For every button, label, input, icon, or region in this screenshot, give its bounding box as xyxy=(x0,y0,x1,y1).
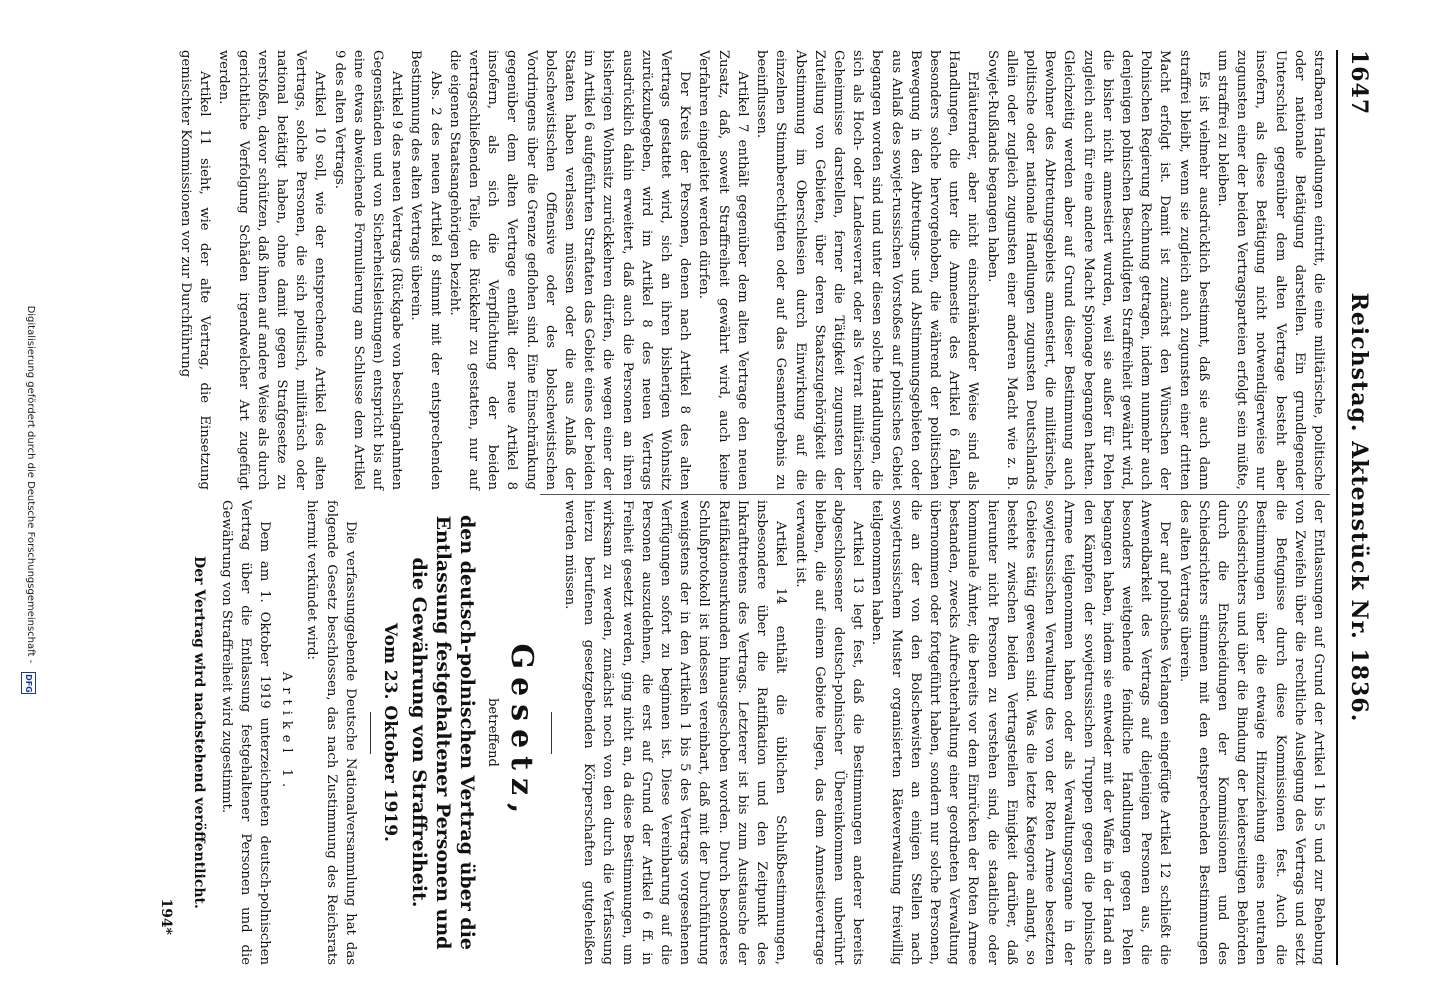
right-paragraph-3: Artikel 13 legt fest, daß die Bestimmungen anderer bereits abgeschlossener deutsch-polnischer Übereinkommen unberührt bleiben, die auf einem Gebiete liegen, das dem Amnestievertrage verwandt ist. xyxy=(792,500,866,965)
artikel-text: Dem am 1. Oktober 1919 unterzeichneten deutsch-polnischen Vertrag über die Entlassung festgehaltener Personen und die Gewährung von Straffreiheit wird zugestimmt. xyxy=(218,500,273,965)
right-paragraph-4: Artikel 14 enthält die üblichen Schlußbestimmungen, insbesondere über die Ratifikation und den Zeitpunkt des Inkrafttretens des Vertrags. Letzterer ist bis zum Austausche der Ratifikationsurkunden hinausgeschoben worden. Durch besonderes Schlußprotokoll ist indessen vereinbart, daß mit der Durchführung wenigstens der in den Artikeln 1 bis 5 des Vertrags vorgesehenen Verfügungen sofort zu beginnen ist. Diese Vereinbarung auf die Personen auszudehnen, die erst auf Grund der Artikel 6 ff. in Freiheit gesetzt werden, ging nicht an, da diese Bestimmungen, um wirksam zu werden, zunächst noch von den durch die Verfassung hierzu berufenen gesetzgebenden Körperschaften gutgeheißen werden müssen. xyxy=(562,500,789,965)
publication-note: Der Vertrag wird nachstehend veröffentlicht. xyxy=(190,556,207,909)
law-heading: den deutsch-polnischen Vertrag über die Entlassung festgehaltener Personen und die Gewährung von Straffreiheit. xyxy=(407,514,478,951)
left-paragraph-6: Abs. 2 des neuen Artikel 8 stimmt mit der entsprechenden Bestimmung des alten Vertrags überein. xyxy=(408,50,443,490)
left-paragraph-3: Erläuternder, aber nicht einschränkender Weise sind als Handlungen, die unter die Amnestie des Artikel 6 fallen, besonders solche hervorgehoben, die während der politischen Bewegung in den Abtretungs- und Abstimmungsgebieten oder aus Anlaß des sowjet-russischen Vorstoßes auf polnisches Gebiet begangen worden sind und unter diesen solche Handlungen, die sich als Hoch- oder Landesverrat oder als Verrat militärischer Geheimnisse darstellen, ferner die Tätigkeit zugunsten der Zuteilung von Gebieten, über deren Staatszugehörigkeit die Abstimmung im Oberschlesien durch Einwirkung auf die einzelnen Stimmberechtigten oder auf das Gesamtergebnis zu beeinflussen. xyxy=(754,50,981,490)
header-rule xyxy=(1336,50,1338,965)
dfg-logo-icon: DFG xyxy=(21,672,36,694)
left-paragraph-1: strafbaren Handlungen eintritt, die eine militärische, politische oder nationale Betätigung darstellen. Ein grundlegender Unterschied gegenüber dem alten Vertrage besteht aber insofern, als diese Betätigung nicht notwendigerweise nur zugunsten einer der beiden Vertragsparteien erfolgt sein müßte, um straffrei zu bleiben. xyxy=(1214,50,1326,490)
right-paragraph-2: Der auf polnisches Verlangen eingefügte Artikel 12 schließt die Anwendbarkeit des Vertrags auf diejenigen Personen aus, die besonders weitgehende feindliche Handlungen gegen Polen begangen haben, indem sie entweder mit der Waffe in der Hand an den Kämpfen der sowjetrussischen Truppen gegen die polnische Armee teilgenommen haben oder als Verwaltungsorgane in der sowjetrussischen Verwaltung des von der Roten Armee besetzten Gebietes tätig gewesen sind. Was die letzte Kategorie anlangt, so besteht zwischen beiden Vertragsteilen Einigkeit darüber, daß hierunter nicht Personen zu verstehen sind, die staatliche oder kommunale Ämter, die bereits vor dem Einrücken der Roten Armee bestanden, zwecks Aufrechterhaltung einer geordneten Verwaltung übernommen oder fortgeführt haben, sondern nur solche Personen, die an der von den Bolschewisten an einigen Stellen nach sowjetrussischem Muster organisierten Räteverwaltung freiwillig teilgenommen haben. xyxy=(869,500,1173,965)
signature-mark: 194* xyxy=(157,898,174,935)
left-paragraph-7: Artikel 9 des neuen Vertrags (Rückgabe von beschlagnahmten Gegenständen und von Sicherheitsleistungen) entspricht bis auf eine etwas abweichende Formulierung am Schlusse dem Artikel 9 des alten Vertrags. xyxy=(331,50,405,490)
column-divider xyxy=(540,494,1330,495)
artikel-label: Artikel 1. xyxy=(279,671,295,794)
law-date: Vom 23. Oktober 1919. xyxy=(379,623,400,842)
left-paragraph-5: Der Kreis der Personen, denen nach Artikel 8 des alten Vertrags gestattet wird, sich an ihren bisherigen Wohnsitz zurückzubegeben, wird im Artikel 8 des neuen Vertrags ausdrücklich dahin erweitert, daß auch die Personen an ihren bisherigen Wohnsitz zurückkehren dürfen, die wegen einer der im Artikel 6 aufgeführten Straftaten das Gebiet eines der beiden Staaten haben verlassen müssen oder die aus Anlaß der bolschewistischen Offensive oder des bolschewistischen Vordringens über die Grenze geflohen sind. Eine Einschränkung gegenüber dem alten Vertrage enthält der neue Artikel 8 insofern, als sich die Verpflichtung der beiden vertragschließenden Teile, die Rückkehr zu gestatten, nur auf die eigenen Staatsangehörigen bezieht. xyxy=(446,50,693,490)
left-paragraph-4: Artikel 7 enthält gegenüber dem alten Vertrage den neuen Zusatz, daß, soweit Straffreiheit gewährt wird, auch keine Verfahren eingeleitet werden dürfen. xyxy=(696,50,750,490)
law-intro: Die verfassunggebende Deutsche Nationalversammlung hat das folgende Gesetz beschlossen, das nach Zustimmung des Reichsrats hiermit verkündet wird: xyxy=(304,500,358,965)
law-date-rule xyxy=(370,712,371,754)
left-paragraph-9: Artikel 11 sieht, wie der alte Vertrag, die Einsetzung gemischter Kommissionen vor zur Durchführung xyxy=(178,50,213,490)
page-header xyxy=(1338,50,1372,965)
left-paragraph-8: Artikel 10 soll, wie der entsprechende Artikel des alten Vertrags, solche Personen, die sich politisch, militärisch oder national betätigt haben, ohne damit gegen Strafgesetze zu verstoßen, davor schützen, daß ihnen auf andere Weise als durch gerichtliche Verfolgung Schäden irgendwelcher Art zugefügt werden. xyxy=(216,50,328,490)
law-title: Gesetz, xyxy=(503,643,539,822)
law-subtitle: betreffend xyxy=(484,698,500,767)
footer-text: Digitalisierung gefördert durch die Deutsche Forschungsgemeinschaft - xyxy=(25,305,36,664)
page-number: 1647 xyxy=(1346,50,1372,116)
left-paragraph-2: Es ist vielmehr ausdrücklich bestimmt, daß sie auch dann straffrei bleibt, wenn sie zugleich auch zugunsten einer dritten Macht erfolgt ist. Damit ist zunächst den Wünschen der Polnischen Regierung Rechnung getragen, indem nunmehr auch denjenigen polnischen Beschuldigten Straffreiheit gewährt wird, die bisher nicht amnestiert wurden, weil sie außer für Polen zugleich auch für eine andere Macht Spionage begangen hatten. Gleichzeitig werden aber auf Grund dieser Bestimmung auch Bewohner des Abtretungsgebiets amnestiert, die militärische, politische oder nationale Handlungen zugunsten Deutschlands allein oder zugleich zugunsten einer anderen Macht wie z. B. Sowjet-Rußlands begangen haben. xyxy=(984,50,1211,490)
header-title: Reichstag. Aktenstück Nr. 1836. xyxy=(1346,292,1372,723)
law-separator xyxy=(551,712,552,754)
right-column xyxy=(157,500,1328,965)
digitization-footer xyxy=(21,0,36,1000)
right-paragraph-1: der Entlassungen auf Grund der Artikel 1 bis 5 und zur Behebung von Zweifeln über die rechtliche Auslegung des Vertrags und setzt die Befugnisse durch diese Kommissionen fest. Auch die Bestimmungen über die etwaige Hinzuziehung eines neutralen Schiedsrichters und über die Bindung der beiderseitigen Behörden durch die Entscheidungen der Kommissionen und des Schiedsrichters stimmen mit den entsprechenden Bestimmungen des alten Vertrags überein. xyxy=(1176,500,1326,965)
left-column xyxy=(178,50,1328,490)
